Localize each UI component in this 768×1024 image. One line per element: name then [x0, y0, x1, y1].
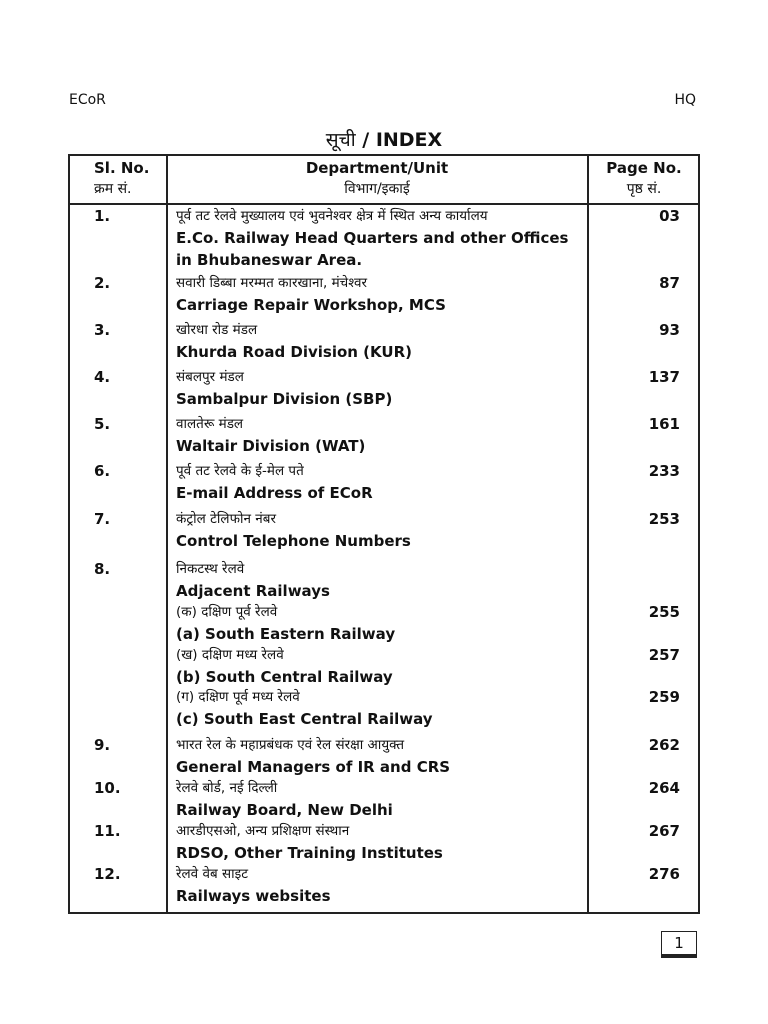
row-description	[176, 864, 588, 907]
sub-row-english: (b) South Central Railway	[176, 668, 393, 686]
sub-row-english: (a) South Eastern Railway	[176, 625, 396, 643]
row-hindi: सवारी डिब्बा मरम्मत कारखाना, मंचेश्वर	[176, 275, 368, 291]
sub-row-page: 257	[648, 646, 680, 664]
header-right-label: HQ	[674, 92, 696, 108]
page-number: 1	[661, 931, 697, 958]
row-sl: 2.	[94, 274, 111, 292]
row-description	[176, 509, 588, 552]
row-page: 267	[648, 822, 680, 840]
column-header-sl-en: Sl. No.	[94, 159, 150, 177]
header-divider	[70, 203, 698, 205]
row-sl: 10.	[94, 779, 121, 797]
row-sl: 9.	[94, 736, 111, 754]
column-header-sl	[78, 158, 162, 200]
row-hindi: निकटस्थ रेलवे	[176, 561, 245, 577]
column-header-sl-hi: क्रम सं.	[94, 181, 132, 197]
row-description	[176, 559, 588, 602]
row-page: 262	[648, 736, 680, 754]
row-english: Railways websites	[176, 887, 331, 905]
sub-row-page: 255	[648, 603, 680, 621]
sub-row-description	[176, 602, 588, 645]
column-header-department	[170, 158, 584, 200]
row-description	[176, 735, 588, 778]
sub-row-hindi: (क) दक्षिण पूर्व रेलवे	[176, 604, 278, 620]
row-description	[176, 206, 588, 271]
sub-row-description	[176, 645, 588, 688]
column-header-page-en: Page No.	[606, 159, 682, 177]
row-sl: 4.	[94, 368, 111, 386]
sub-row-english: (c) South East Central Railway	[176, 710, 433, 728]
row-english: Sambalpur Division (SBP)	[176, 390, 393, 408]
row-page: 03	[659, 207, 680, 225]
row-english: Carriage Repair Workshop, MCS	[176, 296, 446, 314]
row-sl: 3.	[94, 321, 111, 339]
title-english: / INDEX	[362, 129, 443, 151]
row-english: General Managers of IR and CRS	[176, 758, 451, 776]
row-sl: 8.	[94, 560, 111, 578]
sub-row-description	[176, 687, 588, 730]
row-description	[176, 778, 588, 821]
row-english: E-mail Address of ECoR	[176, 484, 373, 502]
row-english: Control Telephone Numbers	[176, 532, 411, 550]
row-sl: 1.	[94, 207, 111, 225]
row-hindi: आरडीएसओ, अन्य प्रशिक्षण संस्थान	[176, 823, 350, 839]
row-page: 253	[648, 510, 680, 528]
row-description	[176, 414, 588, 457]
row-english: Khurda Road Division (KUR)	[176, 343, 412, 361]
row-page: 161	[648, 415, 680, 433]
column-header-dept-en: Department/Unit	[305, 159, 449, 177]
index-table	[68, 154, 700, 914]
row-hindi: भारत रेल के महाप्रबंधक एवं रेल संरक्षा आयुक्त	[176, 737, 405, 753]
row-page: 264	[648, 779, 680, 797]
row-sl: 5.	[94, 415, 111, 433]
row-english: Railway Board, New Delhi	[176, 801, 393, 819]
row-hindi: वालतेरू मंडल	[176, 416, 244, 432]
row-description	[176, 273, 588, 316]
column-header-page	[590, 158, 698, 200]
row-sl: 7.	[94, 510, 111, 528]
row-hindi: पूर्व तट रेलवे के ई-मेल पते	[176, 463, 304, 479]
sub-row-page: 259	[648, 688, 680, 706]
row-hindi: रेलवे वेब साइट	[176, 866, 249, 882]
row-description	[176, 367, 588, 410]
row-hindi: पूर्व तट रेलवे मुख्यालय एवं भुवनेश्वर क्षेत्र में स्थित अन्य कार्यालय	[176, 208, 488, 224]
row-page: 233	[648, 462, 680, 480]
row-hindi: संबलपुर मंडल	[176, 369, 244, 385]
row-page: 276	[648, 865, 680, 883]
row-page: 93	[659, 321, 680, 339]
column-header-page-hi: पृष्ठ सं.	[626, 181, 662, 197]
row-sl: 11.	[94, 822, 121, 840]
row-sl: 6.	[94, 462, 111, 480]
row-description	[176, 320, 588, 363]
sub-row-hindi: (ख) दक्षिण मध्य रेलवे	[176, 647, 284, 663]
row-english: RDSO, Other Training Institutes	[176, 844, 443, 862]
title-hindi: सूची	[325, 129, 356, 151]
sub-row-hindi: (ग) दक्षिण पूर्व मध्य रेलवे	[176, 689, 300, 705]
column-header-dept-hi: विभाग/इकाई	[344, 181, 410, 197]
row-english: E.Co. Railway Head Quarters and other Offices in Bhubaneswar Area.	[176, 229, 569, 269]
row-hindi: खोरधा रोड मंडल	[176, 322, 258, 338]
row-page: 137	[648, 368, 680, 386]
header-left-label: ECoR	[69, 92, 106, 108]
row-hindi: कंट्रोल टेलिफोन नंबर	[176, 511, 276, 527]
row-sl: 12.	[94, 865, 121, 883]
row-page: 87	[659, 274, 680, 292]
page-title	[0, 126, 768, 152]
row-hindi: रेलवे बोर्ड, नई दिल्ली	[176, 780, 278, 796]
row-english: Waltair Division (WAT)	[176, 437, 366, 455]
row-english: Adjacent Railways	[176, 582, 330, 600]
row-description	[176, 461, 588, 504]
row-description	[176, 821, 588, 864]
column-divider	[166, 156, 168, 912]
